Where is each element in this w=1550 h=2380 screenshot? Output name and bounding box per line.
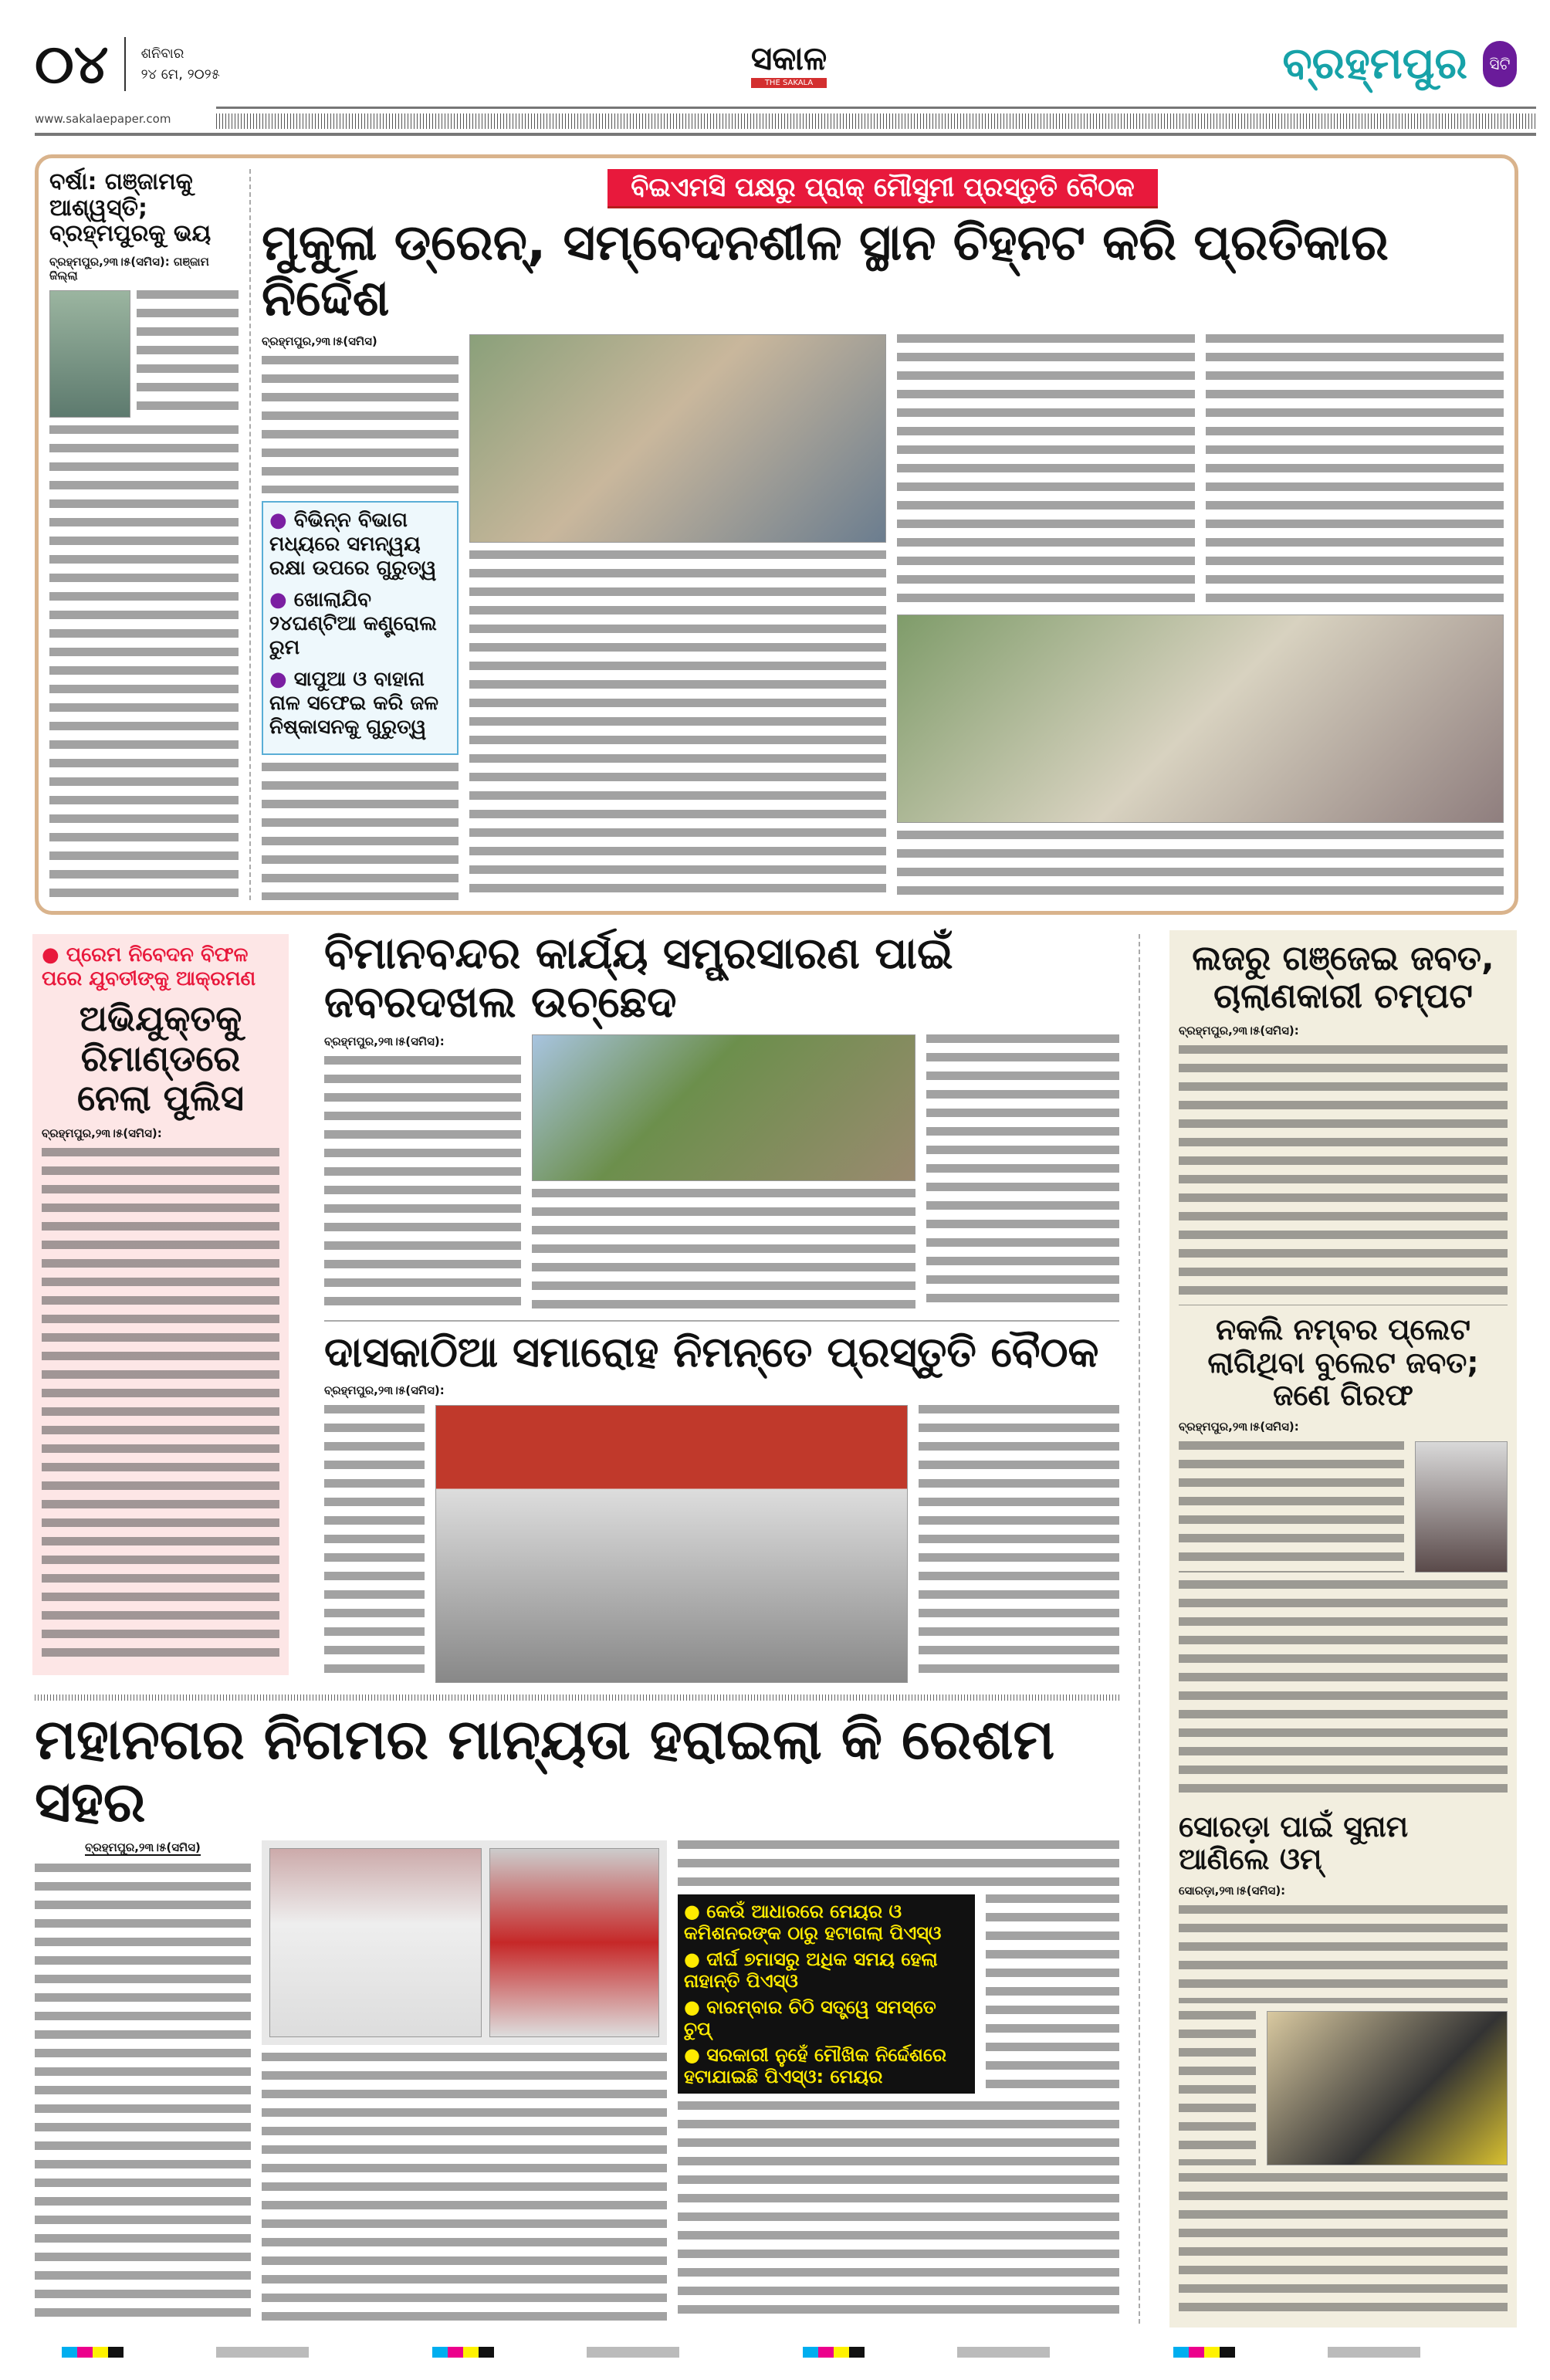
pink-story-box: [32, 934, 289, 1675]
pink-headline: ଅଭିଯୁକ୍ତକୁ ରିମାଣ୍ଡରେ ନେଲା ପୁଲିସ: [76, 997, 245, 1119]
mayor-photo: [269, 1848, 482, 2037]
highlight-point: ● କେଉଁ ଆଧାରରେ ମେୟର ଓ କମିଶନରଙ୍କ ଠାରୁ ହଟାଗଲା ପିଏସ୍ଓ: [684, 1901, 942, 1945]
bottom-headline: ମହାନଗର ନିଗମର ମାନ୍ୟତା ହରାଇଲା କି ରେଶମ ସହର: [35, 1707, 1055, 1834]
logo-text: ସକାଳ: [750, 39, 827, 77]
page-number: ୦୪: [35, 32, 109, 96]
masthead-logo: [751, 39, 827, 88]
pink-kicker: ● ପ୍ରେମ ନିବେଦନ ବିଫଳ ପରେ ଯୁବତୀଙ୍କୁ ଆକ୍ରମଣ: [42, 943, 256, 990]
top-story-box: [35, 154, 1518, 915]
students-photo: [1267, 2011, 1508, 2165]
color-registration-bar: [62, 2347, 1490, 2358]
meeting-photo: [469, 334, 886, 543]
sorada-dateline: ସୋରଡ଼ା,୨୩।୫(ସମିସ):: [1179, 1883, 1286, 1898]
bullet-headline: ନକଲି ନମ୍ବର ପ୍ଲେଟ ଲାଗିଥିବା ବୁଲେଟ ଜବତ; ଜଣେ ଗିରଫ: [1207, 1312, 1479, 1413]
left-headline: ବର୍ଷା: ଗଞ୍ଜାମକୁ ଆଶ୍ୱସ୍ତି; ବ୍ରହ୍ମପୁରକୁ ଭୟ: [49, 168, 212, 248]
highlight-point: ● ବାରମ୍ବାର ଚିଠି ସତ୍ତ୍ୱେ ସମସ୍ତେ ଚୁପ୍: [684, 1996, 936, 2040]
highlight-point: ● ଦୀର୍ଘ ୭ମାସରୁ ଅଧିକ ସମୟ ହେଲା ନାହାନ୍ତି ପିଏସ୍ଓ: [684, 1948, 938, 1992]
issue-date: ୨୪ ମେ, ୨୦୨୫: [140, 66, 220, 83]
bottom-dateline: ବ୍ରହ୍ମପୁର,୨୩।୫(ସମିସ): [85, 1840, 201, 1855]
logo-subtitle: THE SAKALA: [751, 78, 827, 88]
ganja-dateline: ବ୍ରହ୍ମପୁର,୨୩।୫(ସମିସ):: [1179, 1023, 1299, 1038]
highlights-box: [678, 1894, 975, 2094]
bullet-dateline: ବ୍ରହ୍ମପୁର,୨୩।୫(ସମିସ):: [1179, 1419, 1299, 1434]
key-points-box: [262, 501, 459, 755]
commissioner-photo: [489, 1848, 659, 2037]
page-header: [35, 27, 1517, 100]
dasakathia-headline: ଦାସକାଠିଆ ସମାରୋହ ନିମନ୍ତେ ପ୍ରସ୍ତୁତି ବୈଠକ: [324, 1327, 1099, 1376]
flood-photo: [49, 290, 130, 418]
section-badge: ସିଟି: [1483, 41, 1517, 87]
issue-day: ଶନିବାର: [140, 45, 184, 62]
key-point: ● ସାପୁଆ ଓ ବାହାନା ନାଳ ସଫେଇ କରି ଜଳ ନିଷ୍କାସନକୁ ଗୁରୁତ୍ୱ: [269, 668, 439, 740]
inspection-photo: [897, 614, 1504, 823]
website-url[interactable]: www.sakalaepaper.com: [35, 112, 212, 126]
ganja-headline: ଲଜରୁ ଗଞ୍ଜେଇ ଜବତ, ଚାଲାଣକାରୀ ଚମ୍ପଟ: [1192, 939, 1494, 1017]
airport-headline: ବିମାନବନ୍ଦର କାର୍ଯ୍ୟ ସମ୍ପ୍ରସାରଣ ପାଇଁ ଜବରଦଖଲ ଉଚ୍ଛେଦ: [324, 929, 953, 1027]
accused-photo: [1415, 1441, 1508, 1573]
kicker-banner: ବିଇଏମସି ପକ୍ଷରୁ ପ୍ରାକ୍ ମୌସୁମୀ ପ୍ରସ୍ତୁତି ବୈଠକ: [607, 169, 1158, 208]
demolition-photo: [532, 1034, 915, 1181]
dasakathia-photo: [435, 1405, 908, 1683]
airport-dateline: ବ୍ରହ୍ମପୁର,୨୩।୫(ସମିସ):: [324, 1034, 445, 1049]
pink-dateline: ବ୍ରହ୍ମପୁର,୨୩।୫(ସମିସ):: [42, 1126, 162, 1140]
highlight-point: ● ସରକାରୀ ନୁହେଁ ମୌଖିକ ନିର୍ଦ୍ଦେଶରେ ହଟାଯାଇଛି ପିଏସ୍ଓ: ମେୟର: [684, 2044, 947, 2088]
key-point: ● ବିଭିନ୍ନ ବିଭାଗ ମଧ୍ୟରେ ସମନ୍ୱୟ ରକ୍ଷା ଉପରେ ଗୁରୁତ୍ୱ: [269, 509, 437, 581]
main-headline: ମୁକୁଳା ଡ୍ରେନ୍, ସମ୍ବେଦନଶୀଳ ସ୍ଥାନ ଚିହ୍ନଟ କରି ପ୍ରତିକାର ନିର୍ଦ୍ଦେଶ: [262, 215, 1389, 327]
sorada-headline: ସୋରଡ଼ା ପାଇଁ ସୁନାମ ଆଣିଲେ ଓମ୍: [1179, 1809, 1409, 1877]
left-dateline: ବ୍ରହ୍ମପୁର,୨୩।୫(ସମିସ): ଗଞ୍ଜାମ ଜିଲ୍ଲା: [49, 254, 209, 283]
main-dateline: ବ୍ରହ୍ମପୁର,୨୩।୫(ସମିସ): [262, 334, 377, 349]
section-title: ବ୍ରହ୍ମପୁର: [1282, 38, 1467, 89]
right-column: [1169, 930, 1517, 2328]
dasakathia-dateline: ବ୍ରହ୍ମପୁର,୨୩।୫(ସମିସ):: [324, 1383, 445, 1398]
key-point: ● ଖୋଲାଯିବ ୨୪ଘଣ୍ଟିଆ କଣ୍ଟ୍ରୋଲ ରୁମ: [269, 588, 437, 660]
